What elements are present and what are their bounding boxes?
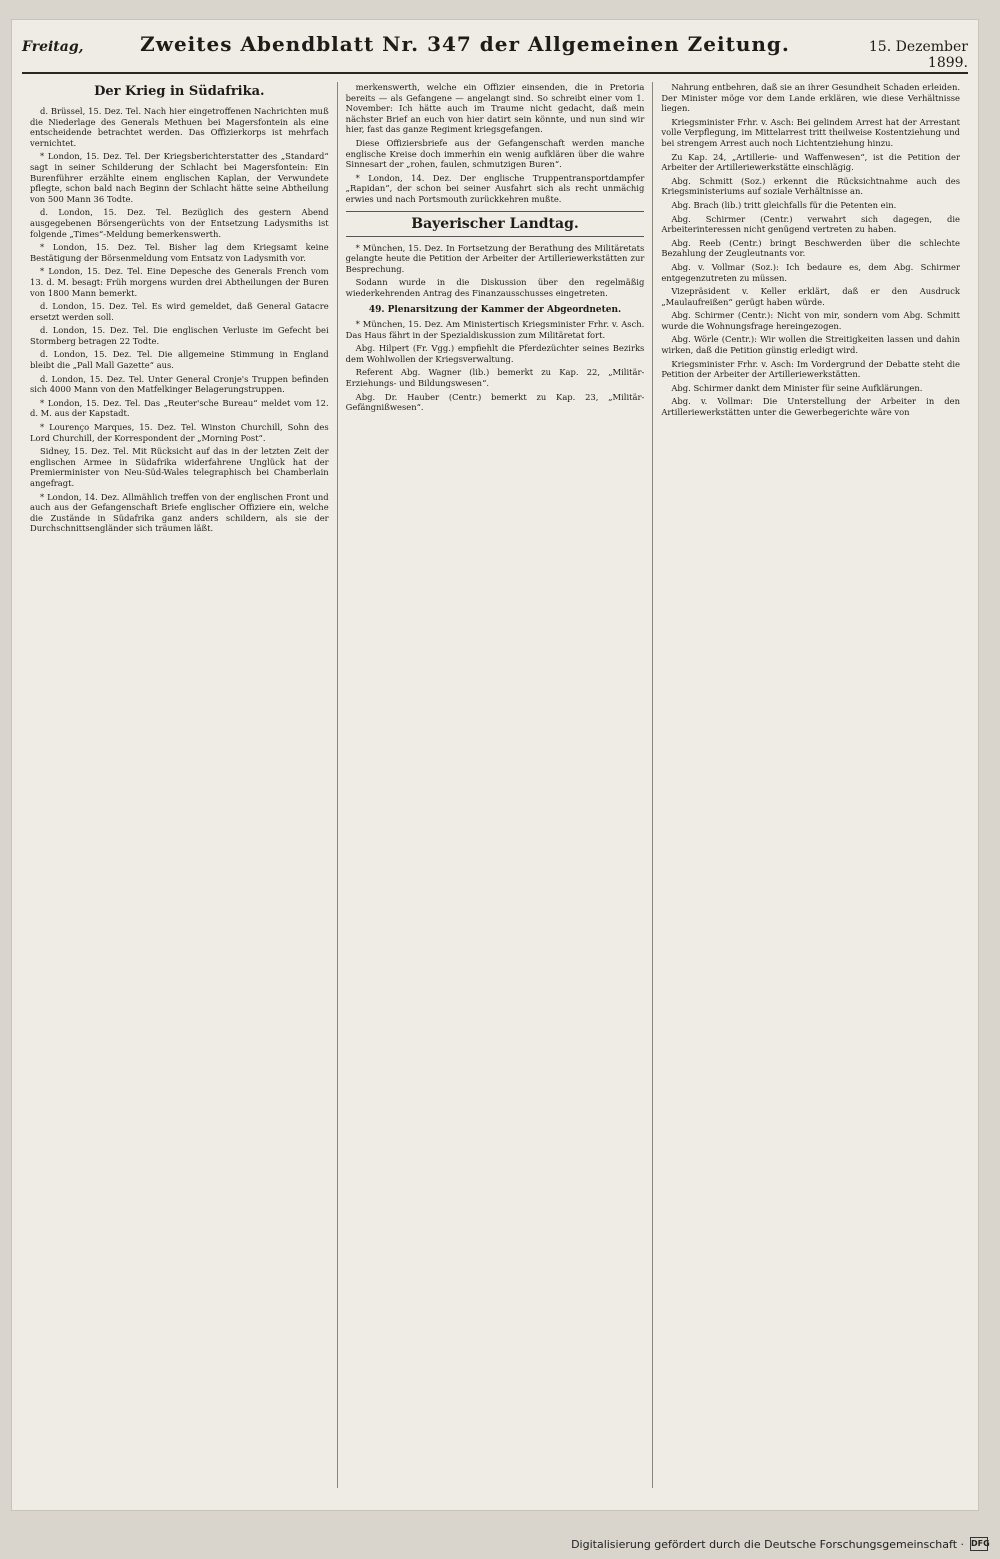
article-paragraph: Sidney, 15. Dez. Tel. Mit Rücksicht auf das in der letzten Zeit der englischen Armee in Südafrika widerfahrene Unglück hat der Premierminister von Neu-Süd-Wales telegraphisch bei Chamberlain angefragt. [30,446,329,488]
article-paragraph: Sodann wurde in die Diskussion über den regelmäßig wiederkehrenden Antrag des Finanzausschusses eingetreten. [345,277,645,298]
article-paragraph: d. Brüssel, 15. Dez. Tel. Nach hier eingetroffenen Nachrichten muß die Niederlage des Generals Methuen bei Magersfontein als eine entscheidende betrachtet werden. Das Offizierkorps ist mehrfach vernichtet. [30,106,329,148]
article-paragraph: Abg. Schirmer (Centr.): Nicht von mir, sondern vom Abg. Schmitt wurde die Wohnungsfrage hereingezogen. [661,310,961,331]
masthead-date: 15. Dezember 1899. [868,39,968,71]
masthead-title: Zweites Abendblatt Nr. 347 der Allgemeinen Zeitung. [140,32,790,56]
column-3-text [661,82,960,418]
article-paragraph: Abg. Schirmer (Centr.) verwahrt sich dagegen, die Arbeiterinteressen nicht genügend vertreten zu haben. [661,213,961,235]
footer [0,1535,1000,1553]
article-paragraph: merkenswerth, welche ein Offizier einsenden, die in Pretoria bereits — als Gefangene — angelangt sind. So schreibt einer vom 1. November: Ich hätte auch im Traume nicht gedacht, daß mein nächster Brief an euch von hier datirt sein könnte, und nun sind wir hier, fast das ganze Regiment kriegsgefangen. [345,82,645,135]
article-paragraph: Diese Offiziersbriefe aus der Gefangenschaft werden manche englische Kreise doch immerhin ein wenig aufklären über die wahre Sinnesart der „rohen, faulen, schmutzigen Buren“. [345,137,645,170]
article-paragraph: Zu Kap. 24, „Artillerie- und Waffenwesen“, ist die Petition der Arbeiter der Artilleriewerkstätte einschlägig. [661,151,961,173]
article-paragraph: Kriegsminister Frhr. v. Asch: Im Vordergrund der Debatte steht die Petition der Arbeiter der Artilleriewerkstätten. [661,358,961,380]
article-paragraph: Kriegsminister Frhr. v. Asch: Bei gelindem Arrest hat der Arrestant volle Verpflegung, im Mittelarrest tritt theilweise Kostentziehung und bei strengem Arrest auch noch Lichtentziehung hinzu. [661,116,961,148]
column-2-text-a [346,82,645,205]
article-paragraph: * London, 14. Dez. Der englische Truppentransportdampfer „Rapidan“, der schon bei seiner Ausfahrt sich als recht unmächig erwies und nach Portsmouth zurückkehren mußte. [345,172,645,204]
column-2-text-b [346,243,645,299]
newspaper-page [12,20,978,1510]
article-paragraph: d. London, 15. Dez. Tel. Es wird gemeldet, daß General Gatacre ersetzt werden soll. [30,301,329,322]
article-paragraph: * London, 15. Dez. Tel. Der Kriegsberichterstatter des „Standard“ sagt in seiner Schilderung der Schlacht bei Magersfontein: Ein Burenführer erzählte einem englischen Kaplan, der Verwundete pflegte, schon bald nach Beginn der Schlacht hätte seine Abtheilung von 500 Mann 36 Todte. [30,151,329,204]
masthead [22,32,968,74]
article-heading: Der Krieg in Südafrika. [94,84,265,99]
article-paragraph: * München, 15. Dez. In Fortsetzung der Berathung des Militäretats gelangte heute die Petition der Arbeiter der Artilleriewerkstätten zur Besprechung. [345,242,645,274]
article-paragraph: Abg. Dr. Hauber (Centr.) bemerkt zu Kap. 23, „Militär-Gefängnißwesen“. [345,391,645,413]
subsection-heading: 49. Plenarsitzung der Kammer der Abgeordneten. [368,304,622,315]
article-paragraph: d. London, 15. Dez. Tel. Die englischen Verluste im Gefecht bei Stormberg betragen 22 Todte. [30,325,329,346]
article-paragraph: * Lourenço Marques, 15. Dez. Tel. Winston Churchill, Sohn des Lord Churchill, der Korrespondent der „Morning Post“. [30,422,329,443]
column-2 [338,82,654,1488]
column-3 [653,82,968,1488]
column-1-text [30,106,329,534]
footer-credit: Digitalisierung gefördert durch die Deutsche Forschungsgemeinschaft · [571,1537,964,1551]
article-paragraph: Abg. Wörle (Centr.): Wir wollen die Streitigkeiten lassen und dahin wirken, daß die Petition günstig erledigt wird. [661,334,961,356]
article-paragraph: Abg. v. Vollmar: Die Unterstellung der Arbeiter in den Artilleriewerkstätten unter die Gewerbegerichte wäre von [661,396,961,418]
article-paragraph: * London, 15. Dez. Tel. Eine Depesche des Generals French vom 13. d. M. besagt: Früh morgens wurden drei Abtheilungen der Buren von 1800 Mann bemerkt. [30,266,329,298]
section-heading: Bayerischer Landtag. [346,211,645,237]
article-paragraph: Referent Abg. Wagner (lib.) bemerkt zu Kap. 22, „Militär-Erziehungs- und Bildungswesen“. [345,367,645,389]
article-columns [22,82,968,1488]
article-paragraph: Nahrung entbehren, daß sie an ihrer Gesundheit Schaden erleiden. Der Minister möge vor dem Lande erklären, wie diese Verhältnisse liegen. [661,82,961,114]
dfg-logo-icon: DFG [970,1537,988,1551]
article-paragraph: Abg. Schirmer dankt dem Minister für seine Aufklärungen. [671,382,923,393]
article-paragraph: Abg. Hilpert (Fr. Vgg.) empfiehlt die Pferdezüchter seines Bezirks dem Wohlwollen der Kriegsverwaltung. [345,343,645,364]
column-1 [22,82,338,1488]
article-paragraph: Abg. Brach (lib.) tritt gleichfalls für die Petenten ein. [671,199,897,210]
article-paragraph: d. London, 15. Dez. Tel. Unter General Cronje's Truppen befinden sich 4000 Mann von den Matfelkinger Belagerungstruppen. [30,373,329,395]
article-paragraph: * London, 15. Dez. Tel. Bisher lag dem Kriegsamt keine Bestätigung der Börsenmeldung vom Entsatz von Ladysmith vor. [30,242,329,263]
article-paragraph: Abg. Reeb (Centr.) bringt Beschwerden über die schlechte Bezahlung der Zeugleutnants vor. [661,237,961,259]
article-paragraph: Abg. Schmitt (Soz.) erkennt die Rücksichtnahme auch des Kriegsministeriums auf soziale Verhältnisse an. [661,175,961,197]
column-2-text-c [346,319,645,413]
article-paragraph: Vizepräsident v. Keller erklärt, daß er den Ausdruck „Maulaufreißen“ gerügt haben würde. [661,286,961,307]
article-paragraph: Abg. v. Vollmar (Soz.): Ich bedaure es, dem Abg. Schirmer entgegenzutreten zu müssen. [661,261,961,283]
article-paragraph: d. London, 15. Dez. Tel. Die allgemeine Stimmung in England bleibt die „Pall Mall Gazette“ aus. [30,349,329,371]
article-paragraph: * München, 15. Dez. Am Ministertisch Kriegsminister Frhr. v. Asch. Das Haus fährt in der Spezialdiskussion zum Militäretat fort. [345,319,645,340]
article-paragraph: d. London, 15. Dez. Tel. Bezüglich des gestern Abend ausgegebenen Börsengerüchts von der Entsetzung Ladysmiths ist folgende „Times“-Meldung bemerkenswerth. [30,207,329,239]
masthead-day: Freitag, [22,39,84,55]
article-paragraph: * London, 14. Dez. Allmählich treffen von der englischen Front und auch aus der Gefangenschaft Briefe englischer Offiziere ein, welche die Zustände in Südafrika ganz anders schildern, als sie der Durchschnittsengländer sich träumen läßt. [30,491,329,534]
article-paragraph: * London, 15. Dez. Tel. Das „Reuter'sche Bureau“ meldet vom 12. d. M. aus der Kapstadt. [30,397,329,419]
